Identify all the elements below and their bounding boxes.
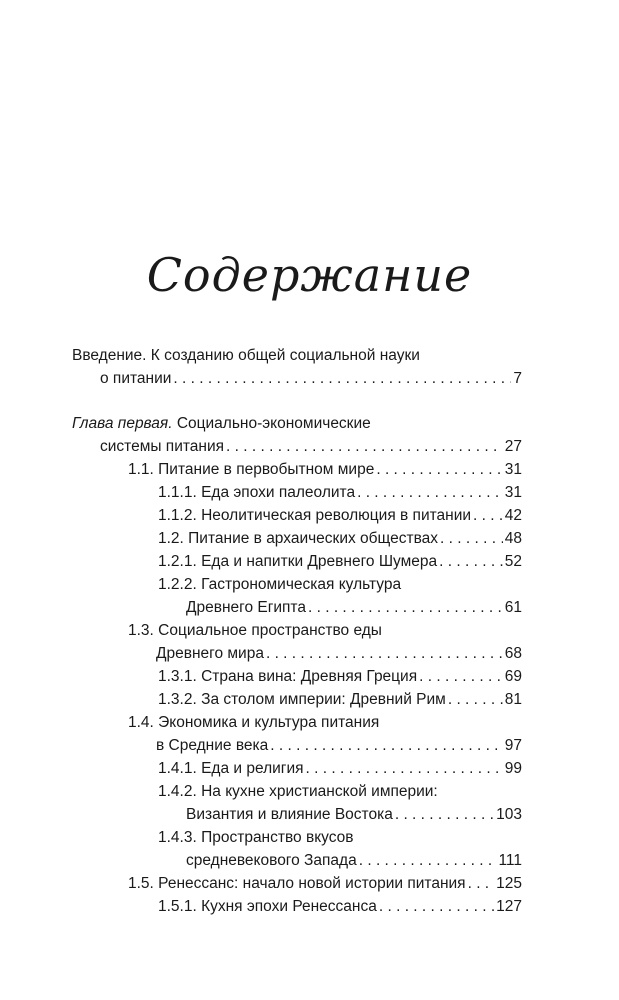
toc-entry-1-1[interactable] [72,458,522,481]
page-number: 81 [504,691,522,708]
page-number: 31 [504,484,522,501]
toc-entry-text: 1.2. Питание в архаических обществах [158,530,439,547]
toc-entry-1-5[interactable] [72,872,522,895]
toc-entry-text: Древнего Египта [186,599,306,616]
toc-entry-text: 1.5. Ренессанс: начало новой истории питания [128,875,466,892]
page-number: 68 [504,645,522,662]
chapter-title: системы питания [100,438,225,455]
toc-entry-1-2-2[interactable] [72,596,522,619]
dot-leader [468,872,495,895]
toc-entry-1-2-2-line1 [72,573,522,596]
page-number: 27 [504,438,522,455]
toc-entry-text: 1.4.2. На кухне христианской империи: [158,783,438,800]
toc-entry-chapter1[interactable] [72,435,522,458]
toc-entry-1-4-3-line1 [72,826,522,849]
page-number: 99 [504,760,522,777]
toc-entry-1-3[interactable] [72,642,522,665]
dot-leader [266,642,503,665]
toc-entry-text: о питании [100,370,172,387]
dot-leader [270,734,503,757]
dot-leader [173,367,511,390]
toc-entry-1-3-2[interactable] [72,688,522,711]
toc-entry-1-3-line1 [72,619,522,642]
toc-entry-1-4-3[interactable] [72,849,522,872]
toc-entry-1-2-1[interactable] [72,550,522,573]
dot-leader [357,481,503,504]
toc-entry-text: 1.3.1. Страна вина: Древняя Греция [158,668,418,685]
toc-entry-1-4-2-line1 [72,780,522,803]
page-number: 125 [496,875,522,892]
page-number: 111 [498,852,522,869]
page-number: 31 [504,461,522,478]
toc-entry-text: 1.5.1. Кухня эпохи Ренессанса [158,898,377,915]
toc-entry-1-2[interactable] [72,527,522,550]
toc-entry-1-1-1[interactable] [72,481,522,504]
toc-entry-text: 1.2.2. Гастрономическая культура [158,576,402,593]
dot-leader [226,435,503,458]
page-number: 52 [504,553,522,570]
chapter-label: Глава первая. [72,415,173,432]
toc-entry-1-1-2[interactable] [72,504,522,527]
page-number: 48 [504,530,522,547]
dot-leader [448,688,503,711]
table-of-contents [72,344,522,918]
dot-leader [419,665,503,688]
toc-entry-text: 1.3.2. За столом империи: Древний Рим [158,691,446,708]
dot-leader [473,504,503,527]
toc-entry-1-4-line1 [72,711,522,734]
toc-entry-text: Византия и влияние Востока [186,806,393,823]
toc-entry-text: 1.4. Экономика и культура питания [128,714,380,731]
dot-leader [306,757,503,780]
toc-entry-text: Древнего мира [156,645,264,662]
dot-leader [359,849,497,872]
toc-entry-text: 1.4.3. Пространство вкусов [158,829,354,846]
page-number: 127 [496,898,522,915]
dot-leader [308,596,503,619]
toc-entry-text: 1.2.1. Еда и напитки Древнего Шумера [158,553,438,570]
toc-entry-text: средневекового Запада [186,852,357,869]
dot-leader [440,527,503,550]
page-number: 103 [496,806,522,823]
toc-entry-text: в Средние века [156,737,269,754]
page-number: 69 [504,668,522,685]
toc-entry-text: 1.4.1. Еда и религия [158,760,304,777]
toc-entry-intro-line1 [72,344,522,367]
dot-leader [379,895,494,918]
toc-entry-text: Введение. К созданию общей социальной науки [72,347,420,364]
toc-entry-text: 1.1.1. Еда эпохи палеолита [158,484,356,501]
toc-entry-1-4-1[interactable] [72,757,522,780]
toc-entry-1-4[interactable] [72,734,522,757]
toc-entry-1-3-1[interactable] [72,665,522,688]
page-number: 61 [504,599,522,616]
dot-leader [376,458,502,481]
toc-entry-text: 1.3. Социальное пространство еды [128,622,382,639]
chapter-heading [72,412,522,435]
toc-title: Содержание [146,248,473,302]
spacer [72,390,522,412]
dot-leader [395,803,494,826]
toc-entry-1-5-1[interactable] [72,895,522,918]
page-number: 97 [504,737,522,754]
page-number: 7 [513,370,522,387]
page-number: 42 [504,507,522,524]
toc-entry-intro[interactable] [72,367,522,390]
toc-entry-text: 1.1.2. Неолитическая революция в питании [158,507,472,524]
toc-entry-1-4-2[interactable] [72,803,522,826]
dot-leader [439,550,503,573]
chapter-title: Социально-экономические [176,415,371,432]
toc-entry-text: 1.1. Питание в первобытном мире [128,461,375,478]
